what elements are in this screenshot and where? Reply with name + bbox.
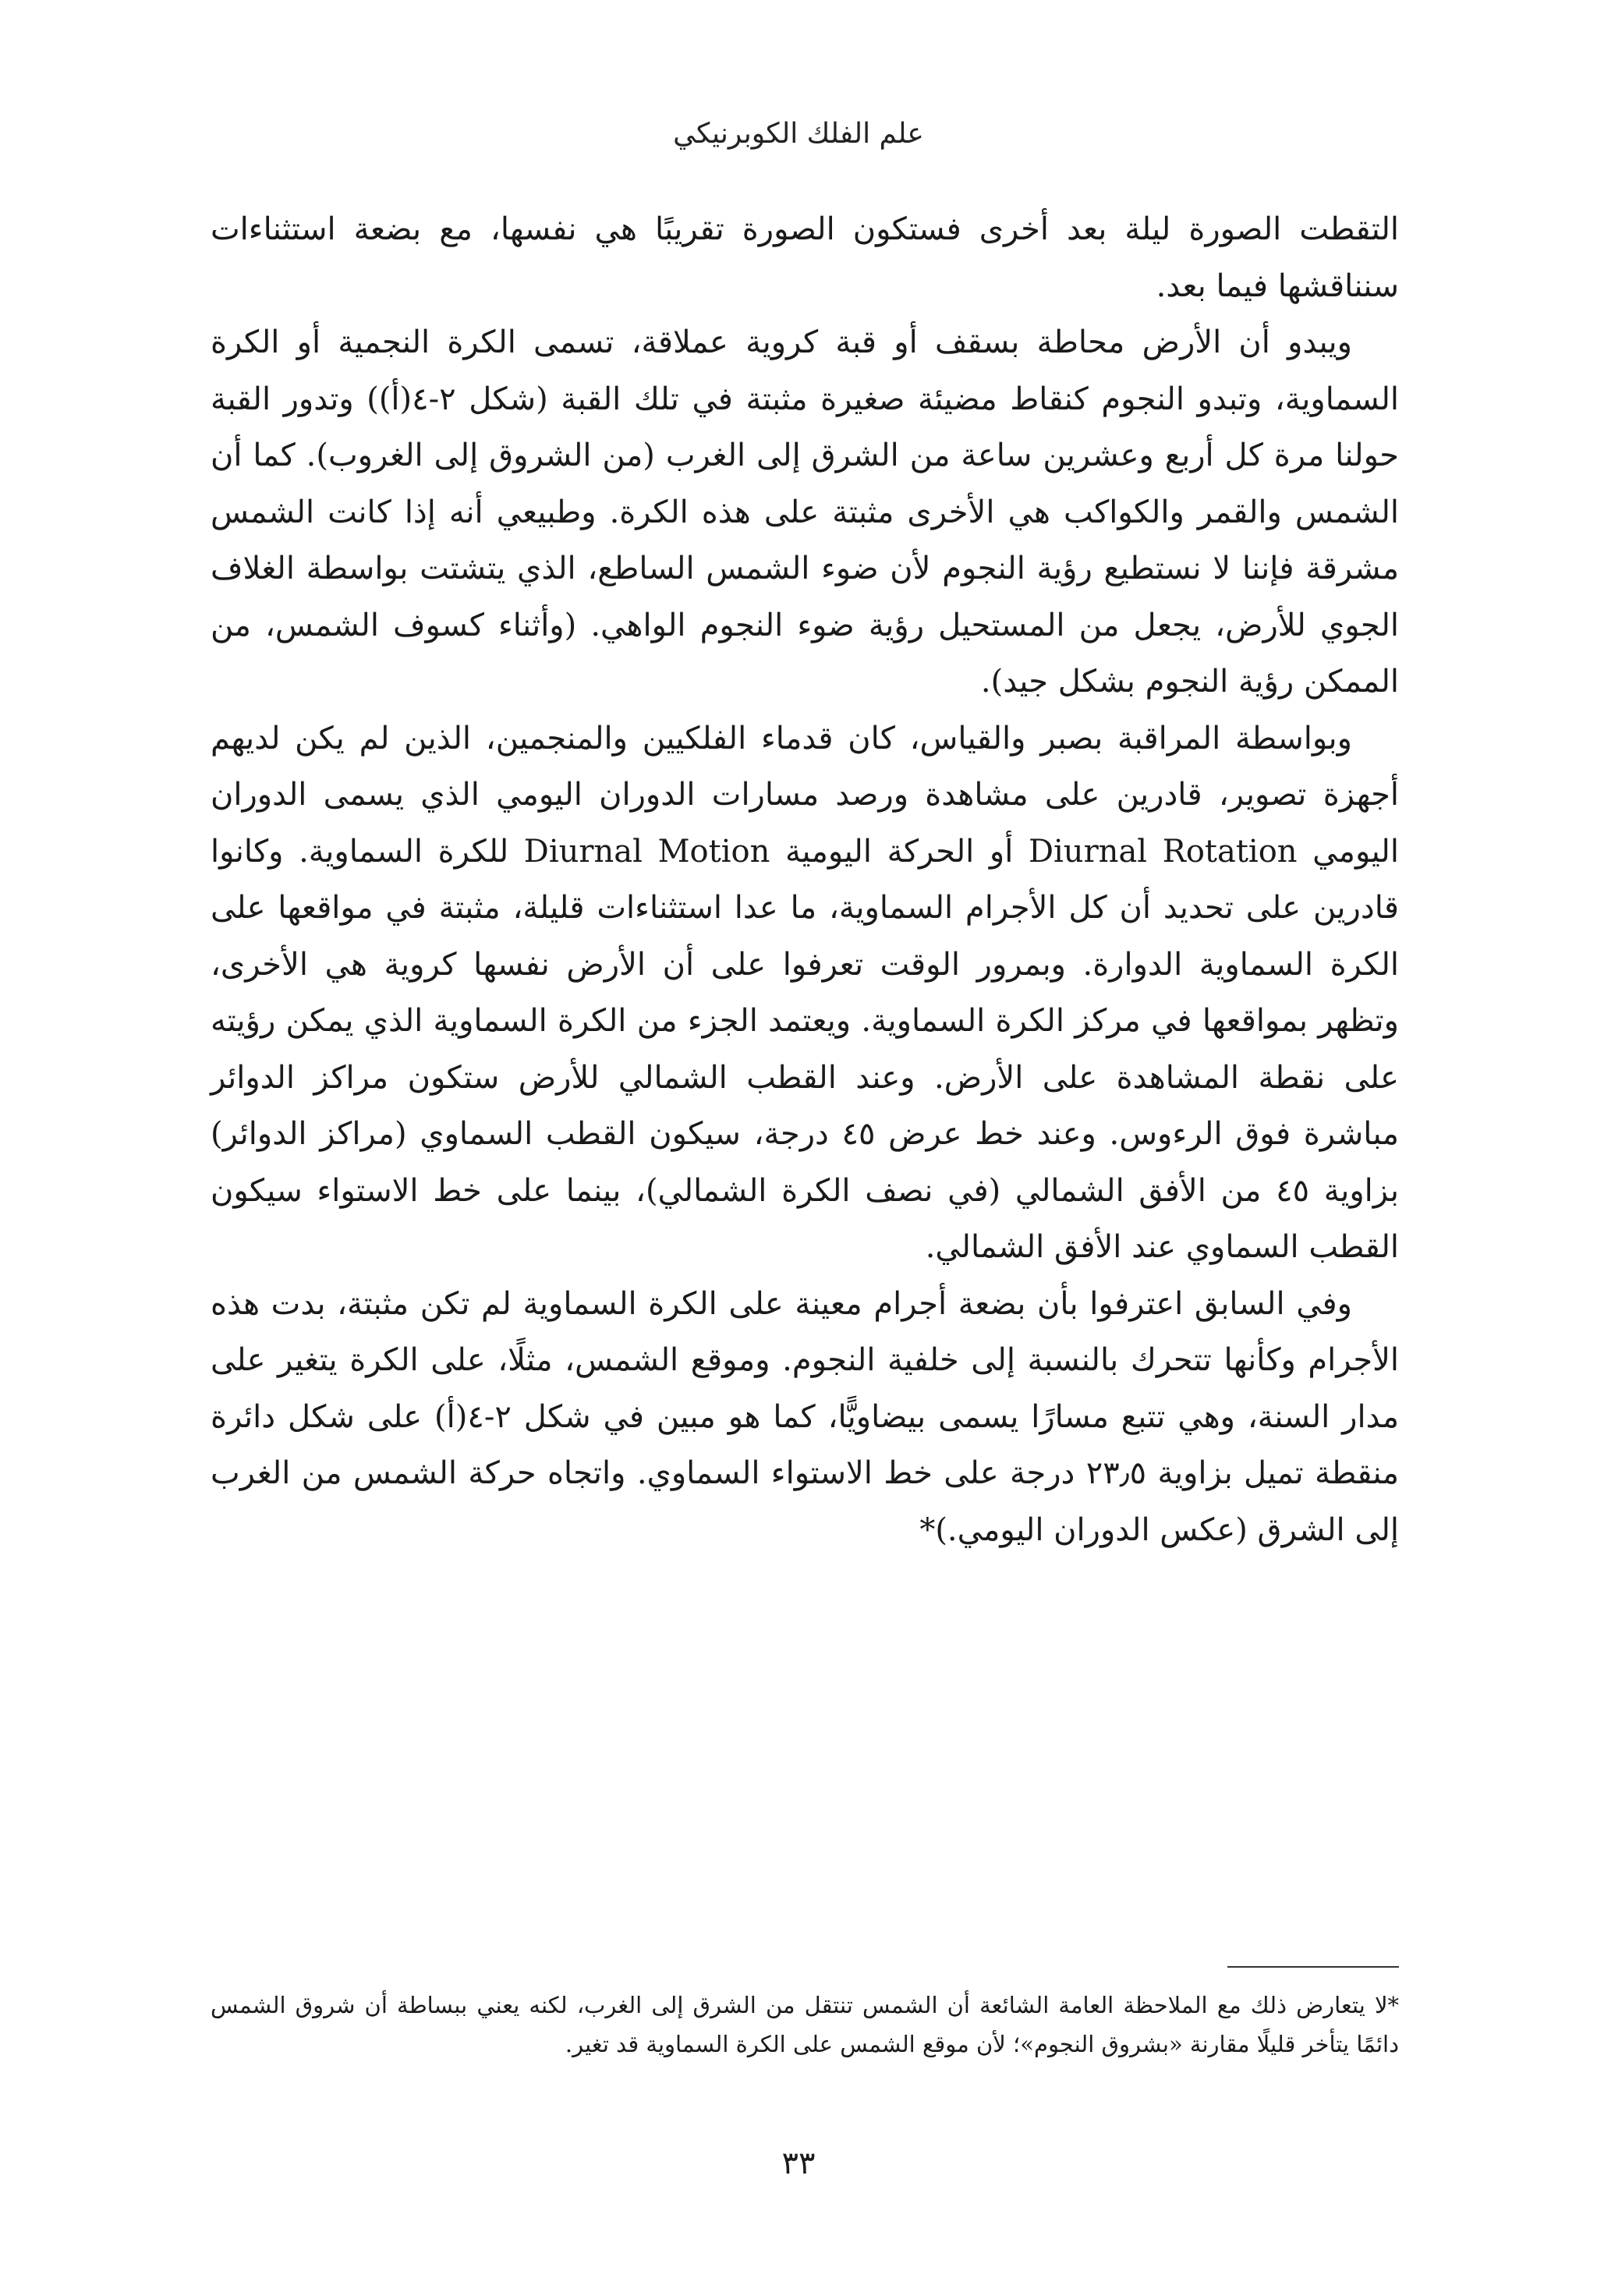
footnotes: [211, 1986, 1399, 2064]
paragraph-diurnal-rotation: وبواسطة المراقبة بصبر والقياس، كان قدماء الفلكيين والمنجمين، الذين لم يكن لديهم أجهزة تصوير، قادرين على مشاهدة ورصد مسارات الدوران اليومي الذي يسمى الدوران اليومي Diurnal Rotation أو الحركة اليومية Diurnal Motion للكرة السماوية. وكانوا قادرين على تحديد أن كل الأجرام السماوية، ما عدا استثناءات قليلة، مثبتة في مواقعها على الكرة السماوية الدوارة. وبمرور الوقت تعرفوا على أن الأرض نفسها كروية هي الأخرى، وتظهر بمواقعها في مركز الكرة السماوية. ويعتمد الجزء من الكرة السماوية الذي يمكن رؤيته على نقطة المشاهدة على الأرض. وعند القطب الشمالي للأرض ستكون مراكز الدوائر مباشرة فوق الرءوس. وعند خط عرض ٤٥ درجة، سيكون القطب السماوي (مراكز الدوائر) بزاوية ٤٥ من الأفق الشمالي (في نصف الكرة الشمالي)، بينما على خط الاستواء سيكون القطب السماوي عند الأفق الشمالي.: [211, 720, 1400, 1265]
paragraph-continuation: التقطت الصورة ليلة بعد أخرى فستكون الصورة تقريبًا هي نفسها، مع بضعة استثناءات سنناقشها فيما بعد.: [211, 211, 1399, 304]
body-text: [211, 201, 1399, 1558]
paragraph-ecliptic: وفي السابق اعترفوا بأن بضعة أجرام معينة على الكرة السماوية لم تكن مثبتة، بدت هذه الأجرام وكأنها تتحرك بالنسبة إلى خلفية النجوم. وموقع الشمس، مثلًا، على الكرة يتغير على مدار السنة، وهي تتبع مسارًا يسمى بيضاويًّا، كما هو مبين في شكل ٢-٤(أ) على شكل دائرة منقطة تميل بزاوية ٢٣٫٥ درجة على خط الاستواء السماوي. واتجاه حركة الشمس من الغرب إلى الشرق (عكس الدوران اليومي.)*: [211, 1285, 1399, 1548]
footnote: *لا يتعارض ذلك مع الملاحظة العامة الشائعة أن الشمس تنتقل من الشرق إلى الغرب، لكنه يعني ببساطة أن شروق الشمس دائمًا يتأخر قليلًا مقارنة «بشروق النجوم»؛ لأن موقع الشمس على الكرة السماوية قد تغير.: [211, 1992, 1399, 2057]
running-head: علم الفلك الكوبرنيكي: [673, 118, 924, 150]
footnote-divider: [1227, 1966, 1399, 1968]
page-number: ٣٣: [781, 2145, 816, 2181]
paragraph-celestial-sphere: ويبدو أن الأرض محاطة بسقف أو قبة كروية عملاقة، تسمى الكرة النجمية أو الكرة السماوية، وتبدو النجوم كنقاط مضيئة صغيرة مثبتة في تلك القبة (شكل ٢-٤(أ)) وتدور القبة حولنا مرة كل أربع وعشرين ساعة من الشرق إلى الغرب (من الشروق إلى الغروب). كما أن الشمس والقمر والكواكب هي الأخرى مثبتة على هذه الكرة. وطبيعي أنه إذا كانت الشمس مشرقة فإننا لا نستطيع رؤية النجوم لأن ضوء الشمس الساطع، الذي يتشتت بواسطة الغلاف الجوي للأرض، يجعل من المستحيل رؤية ضوء النجوم الواهي. (وأثناء كسوف الشمس، من الممكن رؤية النجوم بشكل جيد).: [211, 324, 1399, 700]
